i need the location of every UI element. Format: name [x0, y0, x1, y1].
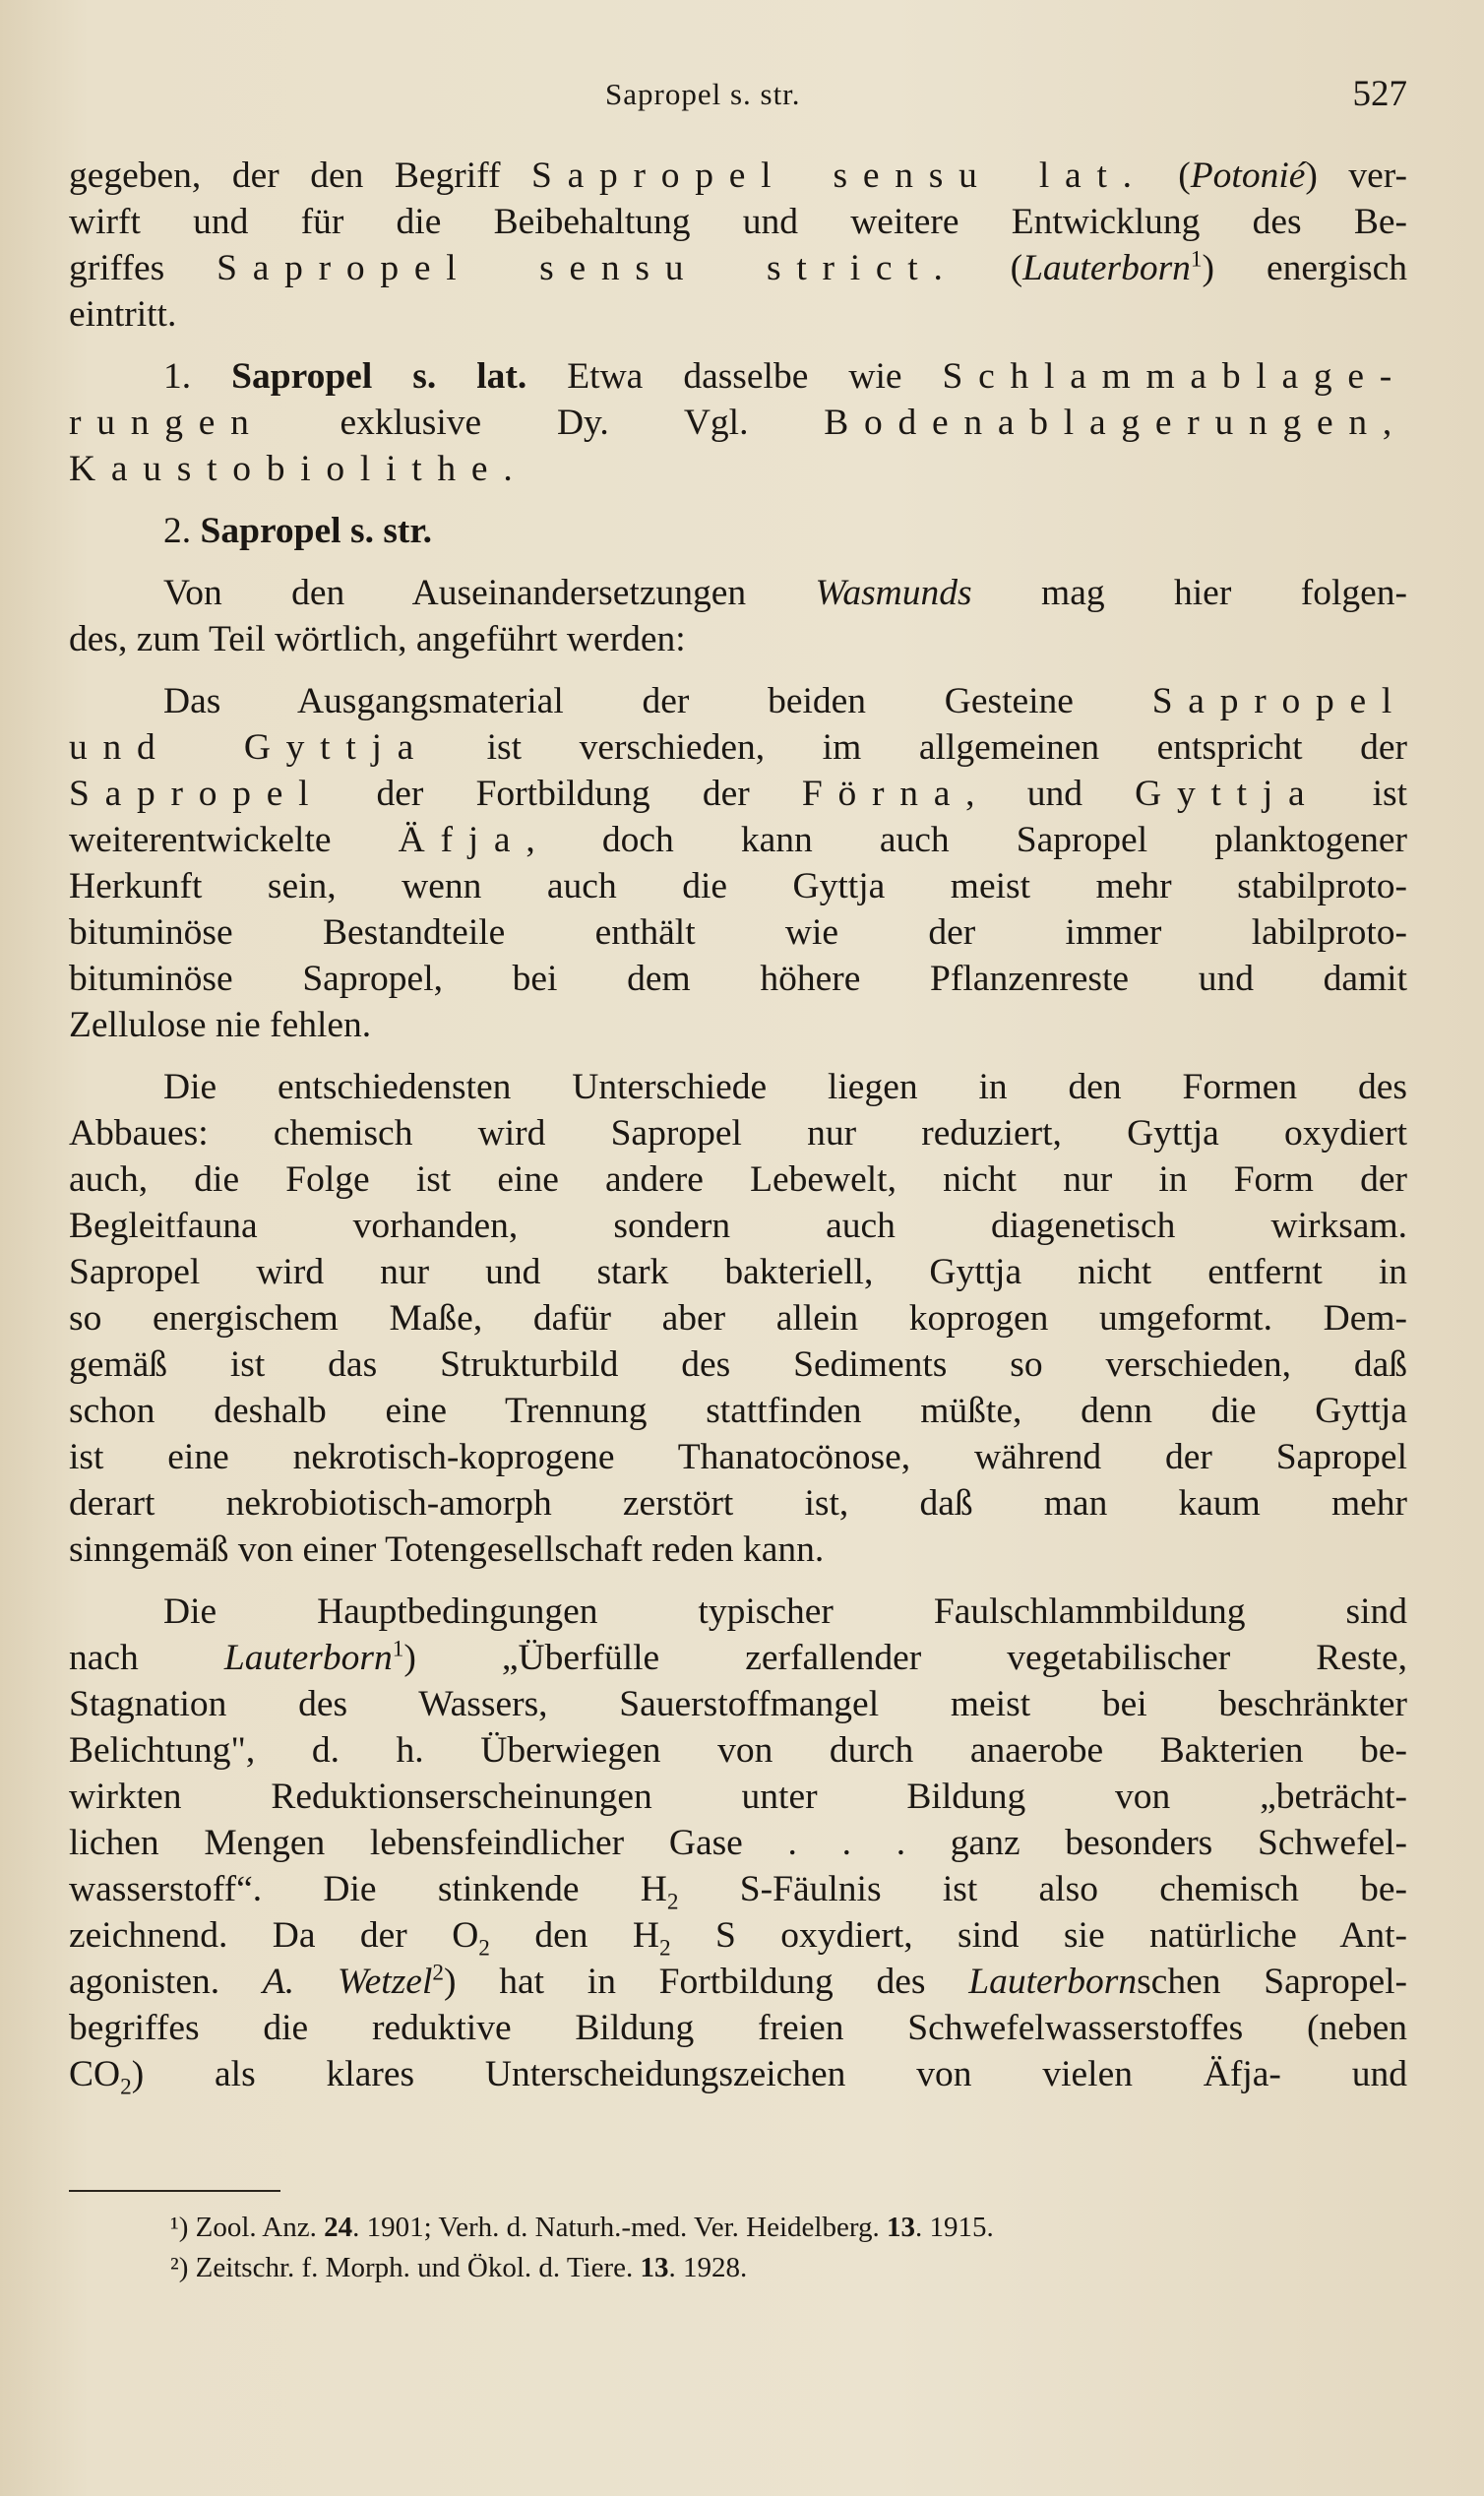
text-line: zeichnend. Da der $O_2$ den $H_2$ S oxydiert, sind sie natürliche Ant-: [69, 1915, 1408, 1962]
running-title: Sapropel s. str.: [605, 77, 801, 111]
paragraph-ausgangsmaterial: [69, 678, 1407, 1048]
text-line: Sapropel der Fortbildung der Förna, und Gyttja ist: [69, 774, 1408, 814]
paragraph-wasmund-intro: [69, 570, 1407, 662]
text-line: sinngemäß von einer Totengesellschaft reden kann.: [69, 1529, 825, 1570]
text-line: gemäß ist das Strukturbild des Sediments so verschieden, daß: [69, 1344, 1407, 1385]
text-line: derart nekrobiotisch-amorph zerstört ist, daß man kaum mehr: [69, 1483, 1407, 1524]
text-line: Herkunft sein, wenn auch die Gyttja meist mehr stabilproto-: [69, 866, 1407, 906]
paragraph-continuation: [69, 153, 1407, 338]
section-sapropel-str: 2. Sapropel s. str.: [163, 511, 432, 551]
page-number: 527: [1352, 74, 1407, 114]
text-line: schon deshalb eine Trennung stattfinden müßte, denn die Gyttja: [69, 1391, 1407, 1431]
page-body: [69, 153, 1408, 2100]
text-line: Die entschiedensten Unterschiede liegen in den Formen des: [163, 1067, 1407, 1107]
text-line: so energischem Maße, dafür aber allein koprogen umgeformt. Dem-: [69, 1298, 1407, 1339]
text-line: eintritt.: [69, 294, 177, 335]
text-line: Von den Auseinandersetzungen Wasmunds mag hier folgen-: [163, 573, 1408, 613]
text-line: $CO_2$) als klares Unterscheidungszeichen von vielen Äfja- und: [69, 2054, 1407, 2100]
text-line: begriffes die reduktive Bildung freien Schwefelwasserstoffes (neben: [69, 2008, 1407, 2048]
text-line: auch, die Folge ist eine andere Lebewelt, nicht nur in Form der: [69, 1159, 1407, 1200]
footnote-1: ¹) Zool. Anz. 24. 1901; Verh. d. Naturh.-med. Ver. Heidelberg. 13. 1915.: [170, 2212, 994, 2243]
text-line: lichen Mengen lebensfeindlicher Gase . . . ganz besonders Schwefel-: [69, 1823, 1407, 1863]
text-line: wirft und für die Beibehaltung und weitere Entwicklung des Be-: [69, 202, 1407, 242]
text-line: nach Lauterborn$^1$) „Überfülle zerfallender vegetabilischer Reste,: [69, 1636, 1407, 1678]
footnote-rule: [69, 2190, 280, 2192]
text-line: 1. Sapropel s. lat. Etwa dasselbe wie Schlammablage-: [163, 356, 1408, 397]
section-heading: Sapropel s. str.: [200, 511, 432, 551]
text-line: wasserstoff“. Die stinkende $H_2$ S-Fäulnis ist also chemisch be-: [69, 1869, 1407, 1915]
section-sapropel-lat: [69, 353, 1407, 492]
text-line: Abbaues: chemisch wird Sapropel nur reduziert, Gyttja oxydiert: [69, 1113, 1407, 1154]
text-line: Belichtung", d. h. Überwiegen von durch anaerobe Bakterien be-: [69, 1730, 1407, 1771]
text-line: Das Ausgangsmaterial der beiden Gesteine Sapropel: [163, 681, 1408, 721]
paragraph-hauptbedingungen: [69, 1589, 1408, 2100]
text-line: Zellulose nie fehlen.: [69, 1005, 372, 1045]
text-line: Sapropel wird nur und stark bakteriell, Gyttja nicht entfernt in: [69, 1252, 1407, 1292]
text-line: Stagnation des Wassers, Sauerstoffmangel meist bei beschränkter: [69, 1684, 1407, 1724]
text-line: weiterentwickelte Äfja, doch kann auch Sapropel planktogener: [69, 820, 1408, 860]
footnote-2: ²) Zeitschr. f. Morph. und Ökol. d. Tiere. 13. 1928.: [170, 2252, 748, 2283]
text-line: agonisten. A. Wetzel$^2$) hat in Fortbildung des Lauterbornschen Sapropel-: [69, 1960, 1407, 2002]
section-heading: Sapropel s. lat.: [231, 356, 527, 397]
text-line: bituminöse Sapropel, bei dem höhere Pflanzenreste und damit: [69, 959, 1407, 999]
page-header: [69, 67, 1407, 126]
text-line: Die Hauptbedingungen typischer Faulschlammbildung sind: [163, 1591, 1407, 1632]
text-line: und Gyttja ist verschieden, im allgemeinen entspricht der: [69, 727, 1408, 768]
text-line: ist eine nekrotisch-koprogene Thanatocönose, während der Sapropel: [69, 1437, 1407, 1477]
text-line: Begleitfauna vorhanden, sondern auch diagenetisch wirksam.: [69, 1206, 1407, 1246]
footnotes: [69, 2190, 1407, 2288]
text-line: bituminöse Bestandteile enthält wie der immer labilproto-: [69, 912, 1407, 953]
text-line: rungen exklusive Dy. Vgl. Bodenablagerungen,: [69, 403, 1408, 443]
text-line: Kaustobiolithe.: [69, 449, 513, 489]
text-line: wirkten Reduktionserscheinungen unter Bildung von „beträcht-: [69, 1777, 1407, 1817]
text-line: griffes Sapropel sensu strict. (Lauterborn$^1$) energisch: [69, 246, 1408, 288]
paragraph-unterschiede: [69, 1064, 1407, 1573]
text-line: gegeben, der den Begriff Sapropel sensu lat. (Potonié) ver-: [69, 156, 1408, 196]
text-line: des, zum Teil wörtlich, angeführt werden:: [69, 619, 686, 659]
